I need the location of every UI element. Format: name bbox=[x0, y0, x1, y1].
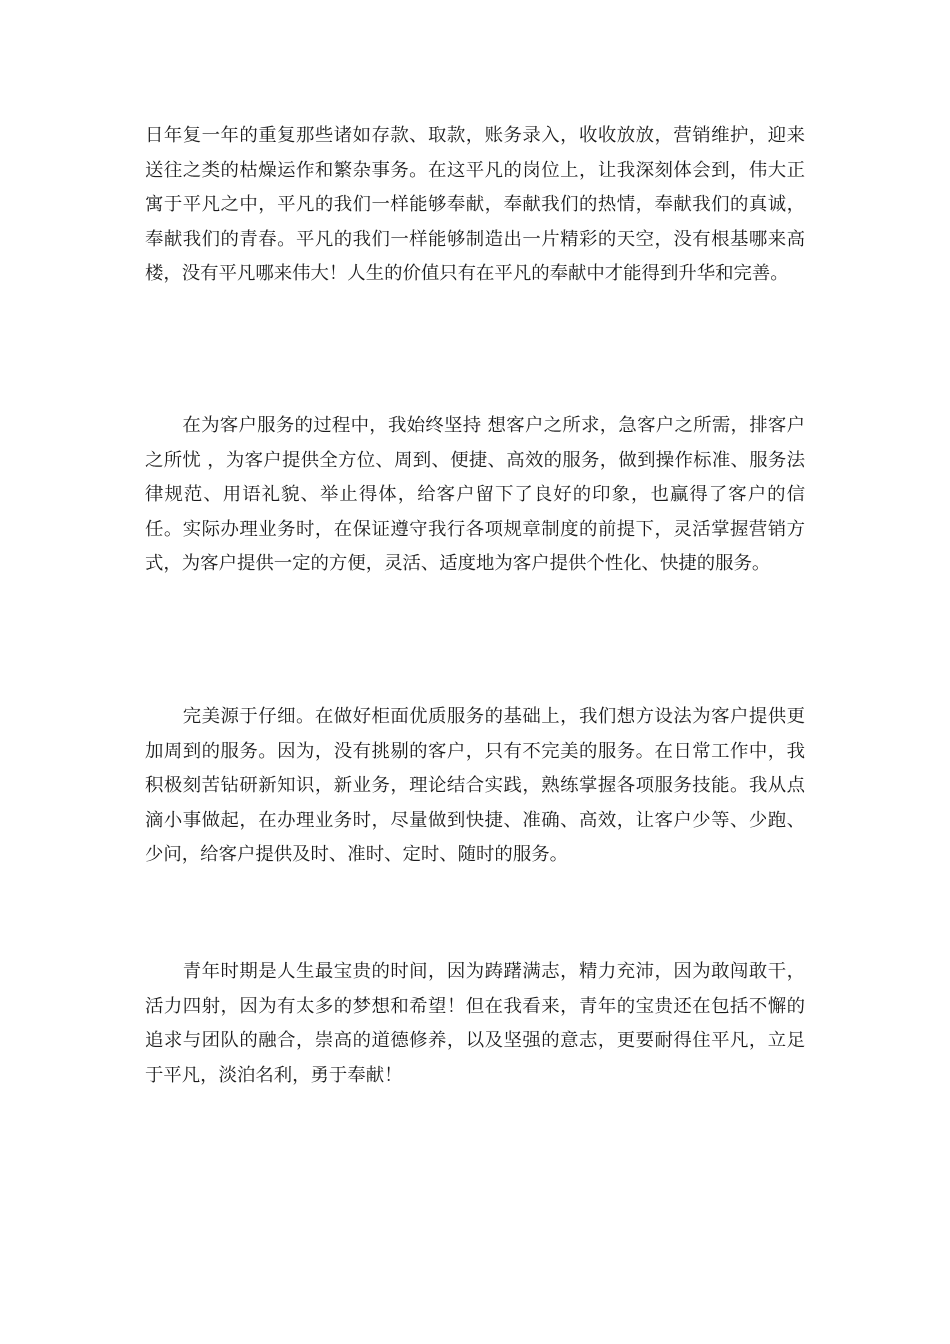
paragraph-1: 日年复一年的重复那些诸如存款、取款，账务录入，收收放放，营销维护，迎来送往之类的枯燥运作和繁杂事务。在这平凡的岗位上，让我深刻体会到，伟大正寓于平凡之中，平凡的我们一样能够奉献，奉献我们的热情，奉献我们的真诚，奉献我们的青春。平凡的我们一样能够制造出一片精彩的天空，没有根基哪来高楼，没有平凡哪来伟大！人生的价值只有在平凡的奉献中才能得到升华和完善。 bbox=[145, 125, 805, 285]
paragraph-4: 青年时期是人生最宝贵的时间，因为踌躇满志，精力充沛，因为敢闯敢干，活力四射，因为有太多的梦想和希望！但在我看来，青年的宝贵还在包括不懈的追求与团队的融合，崇高的道德修养，以及坚强的意志，更要耐得住平凡，立足于平凡，淡泊名利，勇于奉献！ bbox=[145, 961, 805, 1086]
paragraph-3: 完美源于仔细。在做好柜面优质服务的基础上，我们想方设法为客户提供更加周到的服务。因为，没有挑剔的客户，只有不完美的服务。在日常工作中，我积极刻苦钻研新知识，新业务，理论结合实践，熟练掌握各项服务技能。我从点滴小事做起，在办理业务时，尽量做到快捷、准确、高效，让客户少等、少跑、少问，给客户提供及时、准时、定时、随时的服务。 bbox=[145, 706, 805, 866]
paragraph-2: 在为客户服务的过程中，我始终坚持 想客户之所求，急客户之所需，排客户之所忧 ，为客户提供全方位、周到、便捷、高效的服务，做到操作标准、服务法律规范、用语礼貌、举止得体，给客户留下了良好的印象，也赢得了客户的信任。实际办理业务时，在保证遵守我行各项规章制度的前提下，灵活掌握营销方式，为客户提供一定的方便，灵活、适度地为客户提供个性化、快捷的服务。 bbox=[145, 415, 805, 575]
